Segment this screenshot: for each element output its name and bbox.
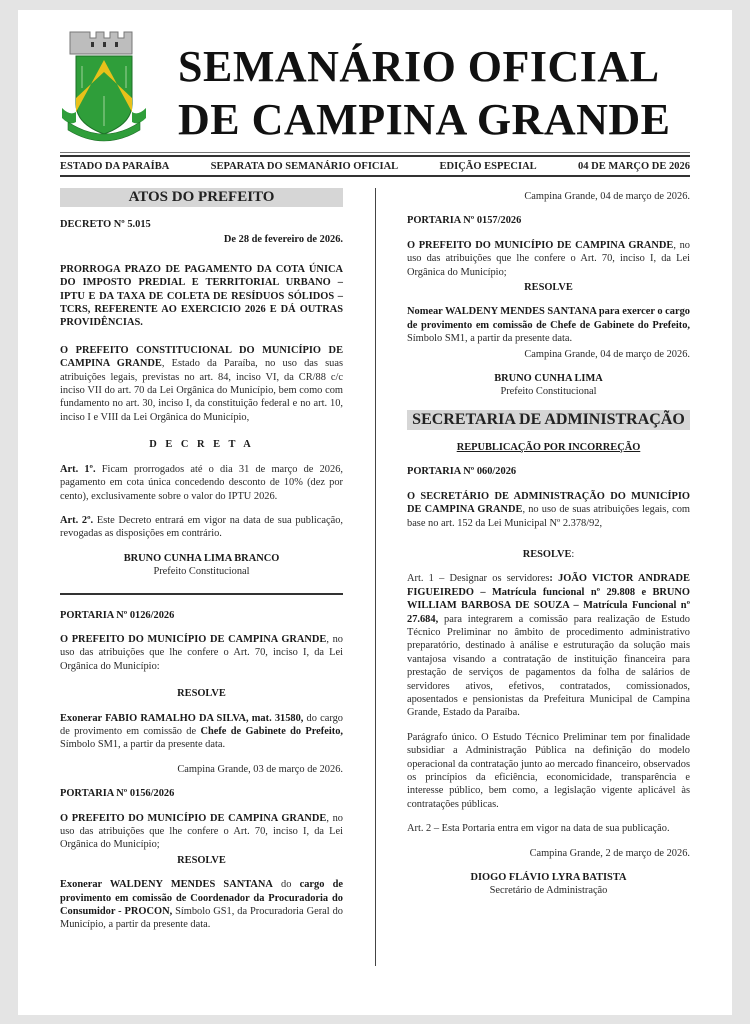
portaria-060-number: PORTARIA Nº 060/2026 [407, 466, 517, 478]
portaria-156-resolve: RESOLVE [177, 854, 226, 866]
portaria-156-number: PORTARIA Nº 0156/2026 [60, 788, 175, 800]
decreto-ementa: PRORROGA PRAZO DE PAGAMENTO DA COTA ÚNICA DO IMPOSTO PREDIAL E TERRITORIAL URBANO – IPTU E DA TAXA DE COLETA DE RESÍDUOS SÓLIDOS – TCRS, REFERENTE AO EXERCICIO 2026 E DÁ OUTRAS PROVIDÊNCIAS. [60, 263, 343, 329]
portaria-060-signature [407, 871, 690, 898]
gazette-title [178, 40, 671, 146]
portaria-157-signature [407, 372, 690, 399]
portaria-156-preamble [60, 812, 343, 852]
text-run: Art. 2 – Esta Portaria entra em vigor na data de sua publicação. [407, 823, 670, 835]
column-divider [375, 188, 376, 966]
portaria-126-number: PORTARIA Nº 0126/2026 [60, 609, 175, 621]
text-run: , no uso de suas atribuições legais, com base no art. 152 da Lei Municipal Nº 2.378/92, [407, 504, 691, 529]
portaria-060-art-2 [407, 822, 690, 835]
separata-label: SEPARATA DO SEMANÁRIO OFICIAL [210, 160, 399, 172]
portaria-156-body [60, 878, 343, 932]
signer-name: BRUNO CUNHA LIMA [494, 373, 603, 385]
text-run: Parágrafo único. O Estudo Técnico Preliminar tem por finalidade subsidiar a Administração Pública na definição do modelo operacional da contratação junto ao mercado financeiro, observados os princípios da eficiência, economicidade, transparência e interesse público, bem como, a legislação vigente aplicável às contratações públicas. [407, 731, 690, 810]
bold-text-run: Exonerar FABIO RAMALHO DA SILVA, mat. 31580, [60, 712, 304, 724]
text-run: , no uso das atribuições que lhe confere o Art. 70, inciso I, da Lei Orgânica do Município: [60, 633, 343, 672]
decreto-date: De 28 de fevereiro de 2026. [223, 234, 343, 246]
bold-text-run: Art. 1º. [60, 463, 96, 475]
edition-strip [60, 155, 690, 177]
republication-notice: REPUBLICAÇÃO POR INCORREÇÃO [456, 441, 641, 453]
bold-text-run: O PREFEITO DO MUNICÍPIO DE CAMPINA GRANDE [60, 633, 327, 645]
portaria-126-body [60, 712, 343, 752]
bold-text-run: : JOÃO VICTOR ANDRADE FIGUEIREDO – Matrícula funcional nº 29.808 e BRUNO WILLIAM BARBOSA DE SOUZA – Matrícula Funcional nº 27.684, [407, 573, 690, 625]
portaria-060-preamble [407, 490, 690, 530]
portaria-157-body [407, 305, 690, 345]
section-title-secretaria-administracao: SECRETARIA DE ADMINISTRAÇÃO [407, 410, 690, 430]
text-run: Ficam prorrogados até o dia 31 de março de 2026, pagamento em cota única concedendo desconto de 10% (dez por cento), exclusivamente sobre o valor do IPTU 2026. [60, 463, 343, 502]
bold-text-run: Exonerar WALDENY MENDES SANTANA [60, 879, 273, 891]
portaria-126-preamble [60, 633, 343, 673]
text-run: Este Decreto entrará em vigor na data de sua publicação, revogadas as disposições em contrário. [60, 514, 343, 540]
portaria-126-date: Campina Grande, 03 de março de 2026. [177, 763, 343, 775]
text-run: , Estado da Paraíba, no uso das suas atribuições legais, previstas no art. 84, inciso VI, da CR/88 c/c inciso VII do art. 70 da Lei Orgânica do Município, bem como com fundamento no art. 30, inciso I, da constituição federal e no art. 10, inciso I e VIII da Lei Orgânica do Município, [60, 358, 344, 423]
signer-role: Prefeito Constitucional [153, 566, 250, 578]
decreto-art-1 [60, 463, 343, 503]
portaria-060-date: Campina Grande, 2 de março de 2026. [529, 847, 690, 859]
bold-text-run: O SECRETÁRIO DE ADMINISTRAÇÃO DO MUNICÍPIO DE CAMPINA GRANDE [407, 490, 690, 516]
portaria-157-resolve: RESOLVE [524, 282, 573, 294]
portaria-060-paragrafo-unico [407, 731, 690, 811]
section-rule [60, 593, 343, 595]
portaria-157-number: PORTARIA Nº 0157/2026 [407, 215, 522, 227]
decreto-art-2 [60, 514, 343, 541]
section-title-atos-do-prefeito: ATOS DO PREFEITO [60, 188, 343, 207]
text-run: , no uso das atribuições que lhe confere o Art. 70, inciso I, da Lei Orgânica do Município; [60, 812, 343, 851]
portaria-060-resolve [407, 548, 690, 561]
left-column [60, 188, 343, 943]
bold-text-run: Art. 2º. [60, 514, 94, 526]
decreto-preamble [60, 344, 343, 424]
bold-text-run: Chefe de Gabinete do Prefeito, [200, 725, 344, 737]
decreto-signature [60, 552, 343, 579]
portaria-126-resolve: RESOLVE [177, 688, 226, 700]
text-run: , no uso das atribuições que lhe confere o Art. 70, inciso I, da Lei Orgânica do Município; [407, 239, 690, 278]
signer-name: BRUNO CUNHA LIMA BRANCO [123, 552, 280, 564]
bold-text-run: O PREFEITO DO MUNICÍPIO DE CAMPINA GRANDE [407, 239, 674, 251]
text-run: Símbolo SM1, a partir da presente data. [407, 333, 573, 345]
portaria-157-preamble [407, 239, 690, 279]
signer-role: Secretário de Administração [489, 885, 608, 897]
decreto-number: DECRETO Nº 5.015 [60, 219, 151, 230]
title-line-1: SEMANÁRIO OFICIAL [178, 42, 660, 91]
text-run: do cargo de provimento em comissão de [60, 712, 343, 737]
decreta-heading: D E C R E T A [149, 439, 254, 451]
signer-role: Prefeito Constitucional [500, 386, 597, 398]
state-label: ESTADO DA PARAÍBA [60, 160, 170, 172]
bold-text-run: Nomear WALDENY MENDES SANTANA para exercer o cargo de provimento em comissão de Chefe de Gabinete do Prefeito, [407, 306, 690, 331]
text-run: Símbolo GS1, da Procuradoria Geral do Município, a partir da presente data. [60, 906, 343, 931]
portaria-156-date: Campina Grande, 04 de março de 2026. [524, 191, 690, 202]
right-column [407, 190, 690, 909]
bold-text-run: O PREFEITO DO MUNICÍPIO DE CAMPINA GRANDE [60, 812, 327, 824]
text-run: Art. 1 – Designar os servidores [407, 573, 550, 585]
title-line-2: DE CAMPINA GRANDE [178, 95, 671, 144]
signer-name: DIOGO FLÁVIO LYRA BATISTA [470, 872, 627, 884]
text-run: Símbolo SM1, a partir da presente data. [60, 739, 226, 751]
portaria-060-art-1 [407, 572, 690, 719]
gazette-page [18, 10, 732, 1015]
edition-label: EDIÇÃO ESPECIAL [439, 160, 537, 172]
bold-text-run: cargo de provimento em comissão de Coordenador da Procuradoria do Consumidor - PROCON, [60, 879, 343, 918]
portaria-157-date: Campina Grande, 04 de março de 2026. [524, 348, 690, 360]
city-coat-of-arms-logo [58, 26, 150, 148]
resolve-colon: : [571, 548, 575, 560]
resolve-word: RESOLVE [522, 548, 572, 560]
text-run: do [272, 879, 300, 891]
edition-date: 04 DE MARÇO DE 2026 [578, 160, 690, 172]
bold-text-run: O PREFEITO CONSTITUCIONAL DO MUNICÍPIO DE CAMPINA GRANDE [60, 344, 343, 370]
text-run: para integrarem a comissão para realização de Estudo Técnico Preliminar no âmbito de procedimento administrativo preparatório, destinado à análise e estruturação da solução mais vantajosa visando a contratação de instituição financeira para prestação de serviços de pagamentos da folha de salários de servidores ativos, efetivos, contratados, comissionados, aposentados e pensionistas da Prefeitura Municipal de Campina Grande, Estado da Paraíba. [407, 613, 690, 719]
